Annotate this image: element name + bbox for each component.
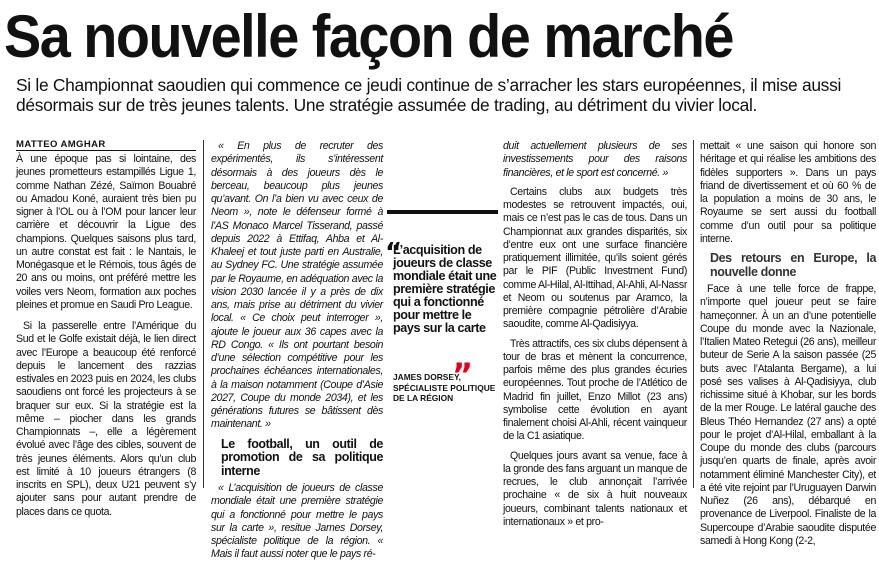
column-divider (693, 140, 694, 488)
open-quote-mark: “ (385, 238, 403, 268)
paragraph: Face à une telle force de frappe, n’importe quel joueur peut se faire hameçonner. À un an d’une potentielle Coupe du monde avec la Nazionale, l’Italien Mateo Retegui (26 ans), meilleur buteur de Serie A la saison passée (25 buts avec l’Atalanta Bergame), a lui posé ses valises à Al-Qadisiyya, club richissime situé à Khobar, sur les bords de la mer Rouge. Le latéral gauche des Bleus Théo Hernandez (27 ans) a opté pour le projet d’Al-Hilal, emballant à la Coupe du monde des clubs (parcours jusqu’en quarts de finale, après avoir notamment éliminé Manchester City), et a été vite rejoint par l’Uruguayen Darwin Nuñez (26 ans), débarqué en provenance de Liverpool. Finaliste de la Supercoupe d’Arabie saoudite disputée samedi à Hong Kong (2-2, (700, 283, 876, 547)
section-subhead: Le football, un outil de promotion de sa politique interne (221, 436, 383, 478)
byline: MATTEO AMGHAR (16, 139, 106, 150)
standfirst: Si le Championnat saoudien qui commence ce jeudi continue de s’arracher les stars européennes, il mise aussi désormais sur de très jeunes talents. Une stratégie assumée de trading, au détriment du vivier local. (16, 75, 842, 115)
pullquote-attribution: JAMES DORSEY, SPÉCIALISTE POLITIQUE DE LA RÉGION (393, 372, 496, 404)
column-divider (203, 140, 204, 488)
article-column-1 (16, 153, 196, 518)
paragraph: Si la passerelle entre l’Amérique du Sud et le Golfe existait déjà, le lien direct avec l’Europe a beaucoup été renforcé depuis le lancement des razzias estivales en 2023 puis en 2024, les clubs saoudiens ont forcé les projecteurs à se braquer sur eux. Si la stratégie est la même – piocher dans les grands Championnats –, elle a légèrement évolué avec l’âge des cibles, souvent de très jeunes éléments. Alors qu’un club est limité à 10 joueurs étrangers (8 inscrits en SPL), deux U21 peuvent s’y ajouter sans pour autant prendre de places dans ce quota. (16, 320, 196, 518)
paragraph: « En plus de recruter des expérimentés, ils s’intéressent désormais à des joueurs dès le berceau, beaucoup plus jeunes qu’avant. On l’a bien vu avec ceux de Neom », note le défenseur formé à l’AS Monaco Marcel Tisserand, passé depuis 2022 à Ettifaq, Ahba et Al-Khaleej et tout juste parti en Australie, au Sydney FC. Une stratégie assumée par le Royaume, en adéquation avec la vision 2030 lancée il y a près de dix ans, mais prise au détriment du vivier local. « Ce choix peut interroger », ajoute le joueur aux 36 capes avec la RD Congo. « Ils ont pourtant besoin d’une sélection compétitive pour les prochaines échéances internationales, à la maison notamment (Coupe d’Asie 2027, Coupe du monde 2034), et les générations futures se bâtissent dès maintenant. » (211, 140, 383, 431)
close-quote-mark: ” (452, 356, 474, 394)
article-column-3 (503, 140, 687, 528)
paragraph: À une époque pas si lointaine, des jeunes prometteurs estampillés Ligue 1, comme Nathan Zézé, Saïmon Bouabré ou Amadou Koné, auraient très bien pu signer à l’OL ou à l’OM pour lancer leur carrière et découvrir la Ligue des champions. Quelques saisons plus tard, un autre constat est fait : le Nantais, le Monégasque et le Rémois, tous âgés de 20 ans ou moins, ont préféré mettre les voiles vers Neom, formation aux poches pleines et promue en Saudi Pro League. (16, 153, 196, 311)
paragraph: mettait « une saison qui honore son héritage et qui réalise les ambitions des fidèles supporters ». Dans un pays friand de divertissement et où 60 % de la population a moins de 30 ans, le Royaume se sert aussi du football comme d’un outil pour sa politique interne. (700, 140, 876, 245)
article-column-2 (211, 140, 383, 561)
paragraph: Quelques jours avant sa venue, face à la gronde des fans arguant un manque de recrues, le club annonçait l’arrivée prochaine « de six à huit nouveaux joueurs, combinant talents nationaux et internationaux » et pro- (503, 449, 687, 528)
paragraph: « L’acquisition de joueurs de classe mondiale était une première stratégie qui a fonctionné pour mettre le pays sur la carte », resitue James Dorsey, spécialiste politique de la région. « Mais il faut aussi noter que le pays ré- (211, 482, 383, 561)
pullquote-rule (387, 210, 498, 214)
article-column-4 (700, 140, 876, 547)
paragraph: duit actuellement plusieurs de ses investissements pour des raisons financières, et le sport est concerné. » (503, 140, 687, 179)
paragraph: Très attractifs, ces six clubs dépensent à tour de bras et mènent la concurrence, parfois même des plus grandes écuries européennes. Tout proche de l’Atlético de Madrid fin juillet, Enzo Millot (23 ans) symbolise cette évolution en ayant finalement choisi Al-Ahli, récent vainqueur de la C1 asiatique. (503, 337, 687, 443)
headline: Sa nouvelle façon de marché (4, 3, 733, 70)
paragraph: Certains clubs aux budgets très modestes se retrouvent impactés, oui, mais ce n’est pas le cas de tous. Dans un Championnat aux grandes disparités, six d’entre eux ont une surface financière pratiquement illimitée, qu’ils soient gérés par le PIF (Public Investment Fund) comme Al-Hilal, Al-Ittihad, Al-Ahli, Al-Nassr et Neom ou soutenus par Aramco, la première compagnie pétrolière d’Arabie saoudite, comme Al-Qadisiyya. (503, 185, 687, 331)
pullquote-text: L’acquisition de joueurs de classe mondiale était une première stratégie qui a fonctionné pour mettre le pays sur la carte (393, 243, 497, 335)
byline-rule (16, 150, 196, 151)
section-subhead: Des retours en Europe, la nouvelle donne (710, 251, 876, 279)
